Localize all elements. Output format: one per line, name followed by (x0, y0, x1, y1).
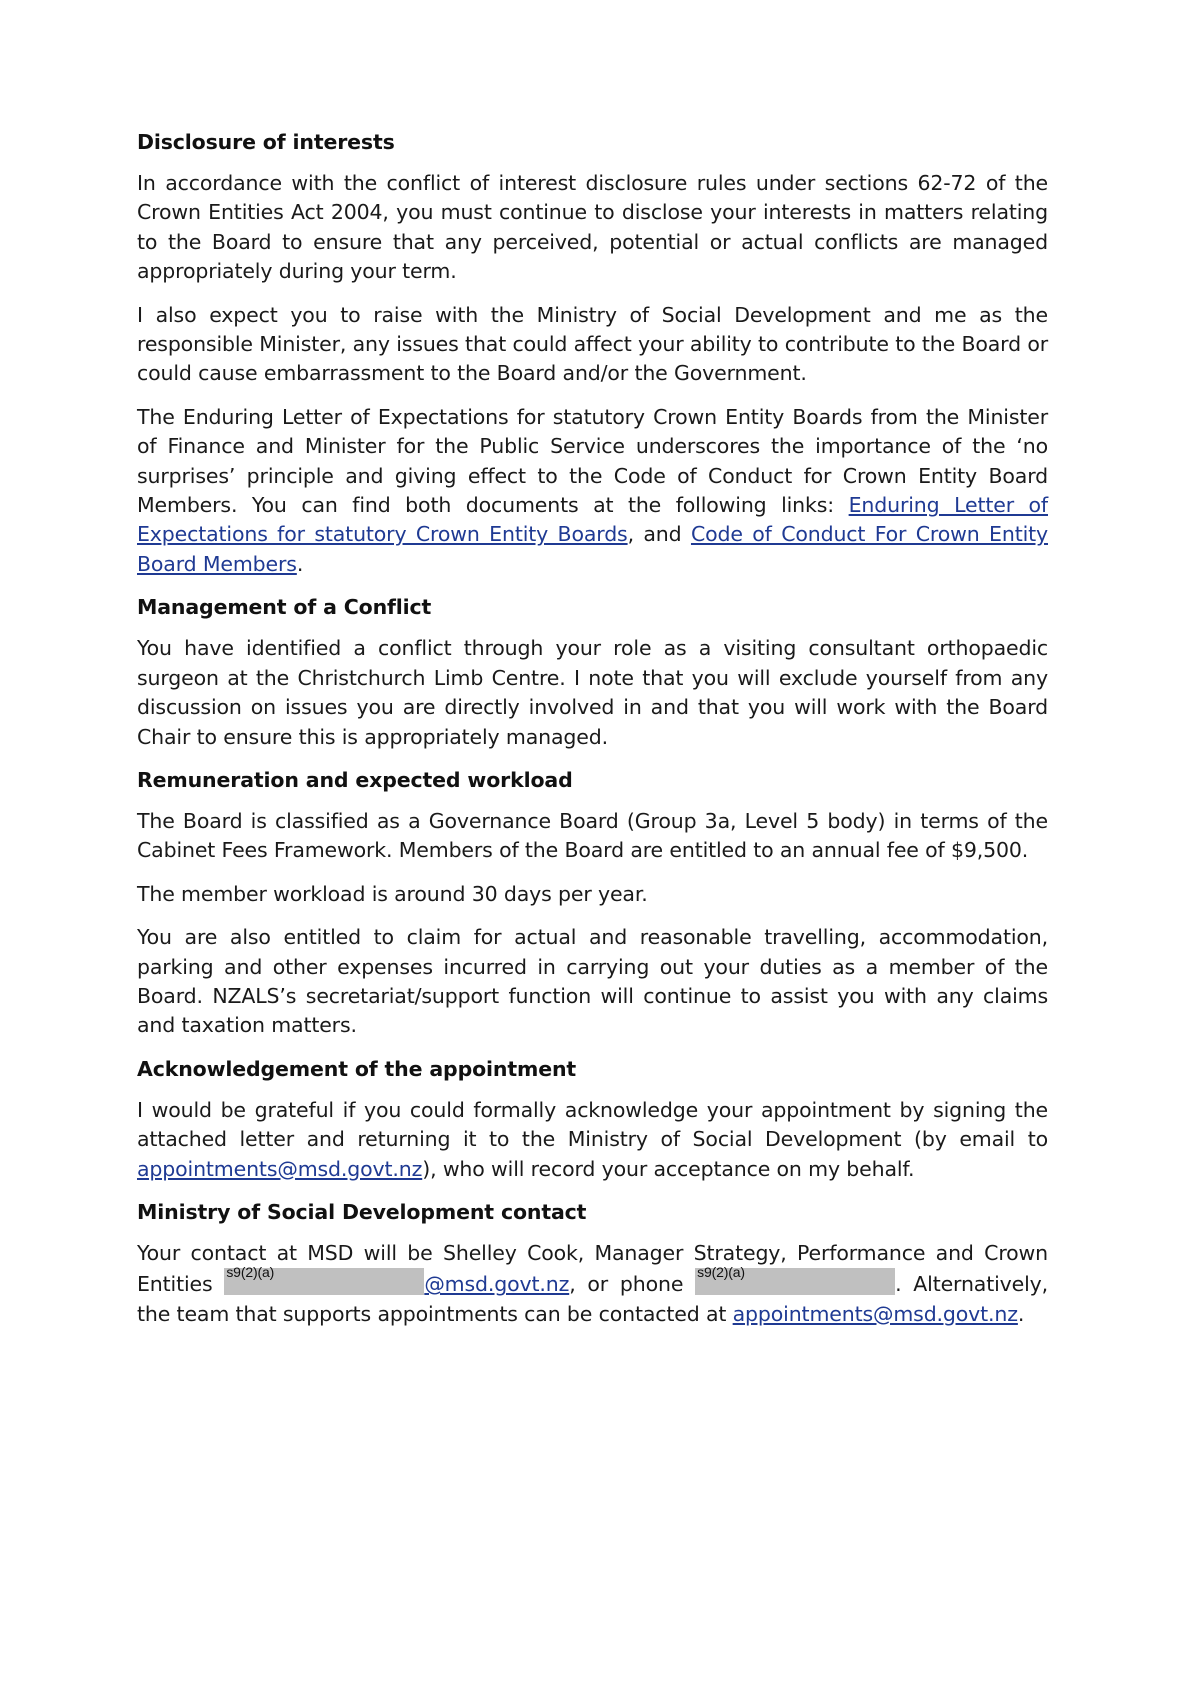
paragraph: You have identified a conflict through your role as a visiting consultant orthopaedic surgeon at the Christchurch Limb Centre. I note that you will exclude yourself from any discussion on issues you are directly involved in and that you will work with the Board Chair to ensure this is appropriately managed. (137, 636, 1048, 749)
redaction-phone (695, 1264, 895, 1295)
section-heading: Acknowledgement of the appointment (137, 1056, 577, 1081)
section-heading: Disclosure of interests (137, 130, 395, 154)
paragraph-links (137, 403, 1048, 579)
section-conflict (137, 593, 1048, 752)
redaction-email (224, 1264, 424, 1295)
text: . (296, 551, 304, 576)
redaction-code: s9(2)(a) (697, 1264, 745, 1281)
section-disclosure (137, 128, 1048, 579)
paragraph: The Board is classified as a Governance Board (Group 3a, Level 5 body) in terms of the Cabinet Fees Framework. Members of the Board are entitled to an annual fee of $9,500. (137, 808, 1048, 863)
section-acknowledgement (137, 1055, 1048, 1184)
paragraph (137, 1096, 1048, 1184)
section-heading: Ministry of Social Development contact (137, 1199, 587, 1224)
paragraph: The member workload is around 30 days per year. (137, 881, 648, 906)
text: , or phone (569, 1272, 696, 1297)
section-heading: Remuneration and expected workload (137, 767, 573, 792)
text: . (1017, 1301, 1025, 1326)
section-remuneration (137, 766, 1048, 1041)
section-contact (137, 1198, 1048, 1329)
redaction-code: s9(2)(a) (226, 1264, 275, 1281)
text: Your contact at MSD will be Shelley Cook, Manager Strategy, Performance and Crown Entities (137, 1240, 1048, 1297)
paragraph: In accordance with the conflict of interest disclosure rules under sections 62-72 of the Crown Entities Act 2004, you must continue to disclose your interests in matters relating to the Board to ensure that any perceived, potential or actual conflicts are managed appropriately during your term. (137, 171, 1048, 284)
enduring-letter-link[interactable]: Enduring Letter of Expectations for statutory Crown Entity Boards (137, 493, 1048, 547)
text: I would be grateful if you could formally acknowledge your appointment by signing the attached letter and returning it to the Ministry of Social Development (by email to (137, 1097, 1048, 1152)
paragraph: I also expect you to raise with the Ministry of Social Development and me as the responsible Minister, any issues that could affect your ability to contribute to the Board or could cause embarrassment to the Board and/or the Government. (137, 302, 1048, 386)
text: The Enduring Letter of Expectations for statutory Crown Entity Boards from the Minister of Finance and Minister for the Public Service underscores the importance of the ‘no surprises’ principle and giving effect to the Code of Conduct for Crown Entity Board Members. You can find both documents at the following links: (137, 404, 1048, 518)
code-of-conduct-link[interactable]: Code of Conduct For Crown Entity Board Members (137, 522, 1048, 576)
section-heading: Management of a Conflict (137, 595, 432, 620)
contact-email-link[interactable]: @msd.govt.nz (424, 1272, 570, 1297)
letter-page (137, 128, 1048, 1343)
appointments-email-link[interactable]: appointments@msd.govt.nz (137, 1156, 423, 1181)
paragraph: You are also entitled to claim for actual and reasonable travelling, accommodation, parking and other expenses incurred in carrying out your duties as a member of the Board. NZALS’s secretariat/support function will continue to assist you with any claims and taxation matters. (137, 925, 1048, 1038)
text: , and (627, 522, 691, 547)
paragraph (137, 1239, 1048, 1329)
text: ), who will record your acceptance on my behalf. (422, 1156, 915, 1181)
appointments-email-link[interactable]: appointments@msd.govt.nz (732, 1301, 1018, 1326)
text: . Alternatively, the team that supports appointments can be contacted at (137, 1272, 1048, 1326)
